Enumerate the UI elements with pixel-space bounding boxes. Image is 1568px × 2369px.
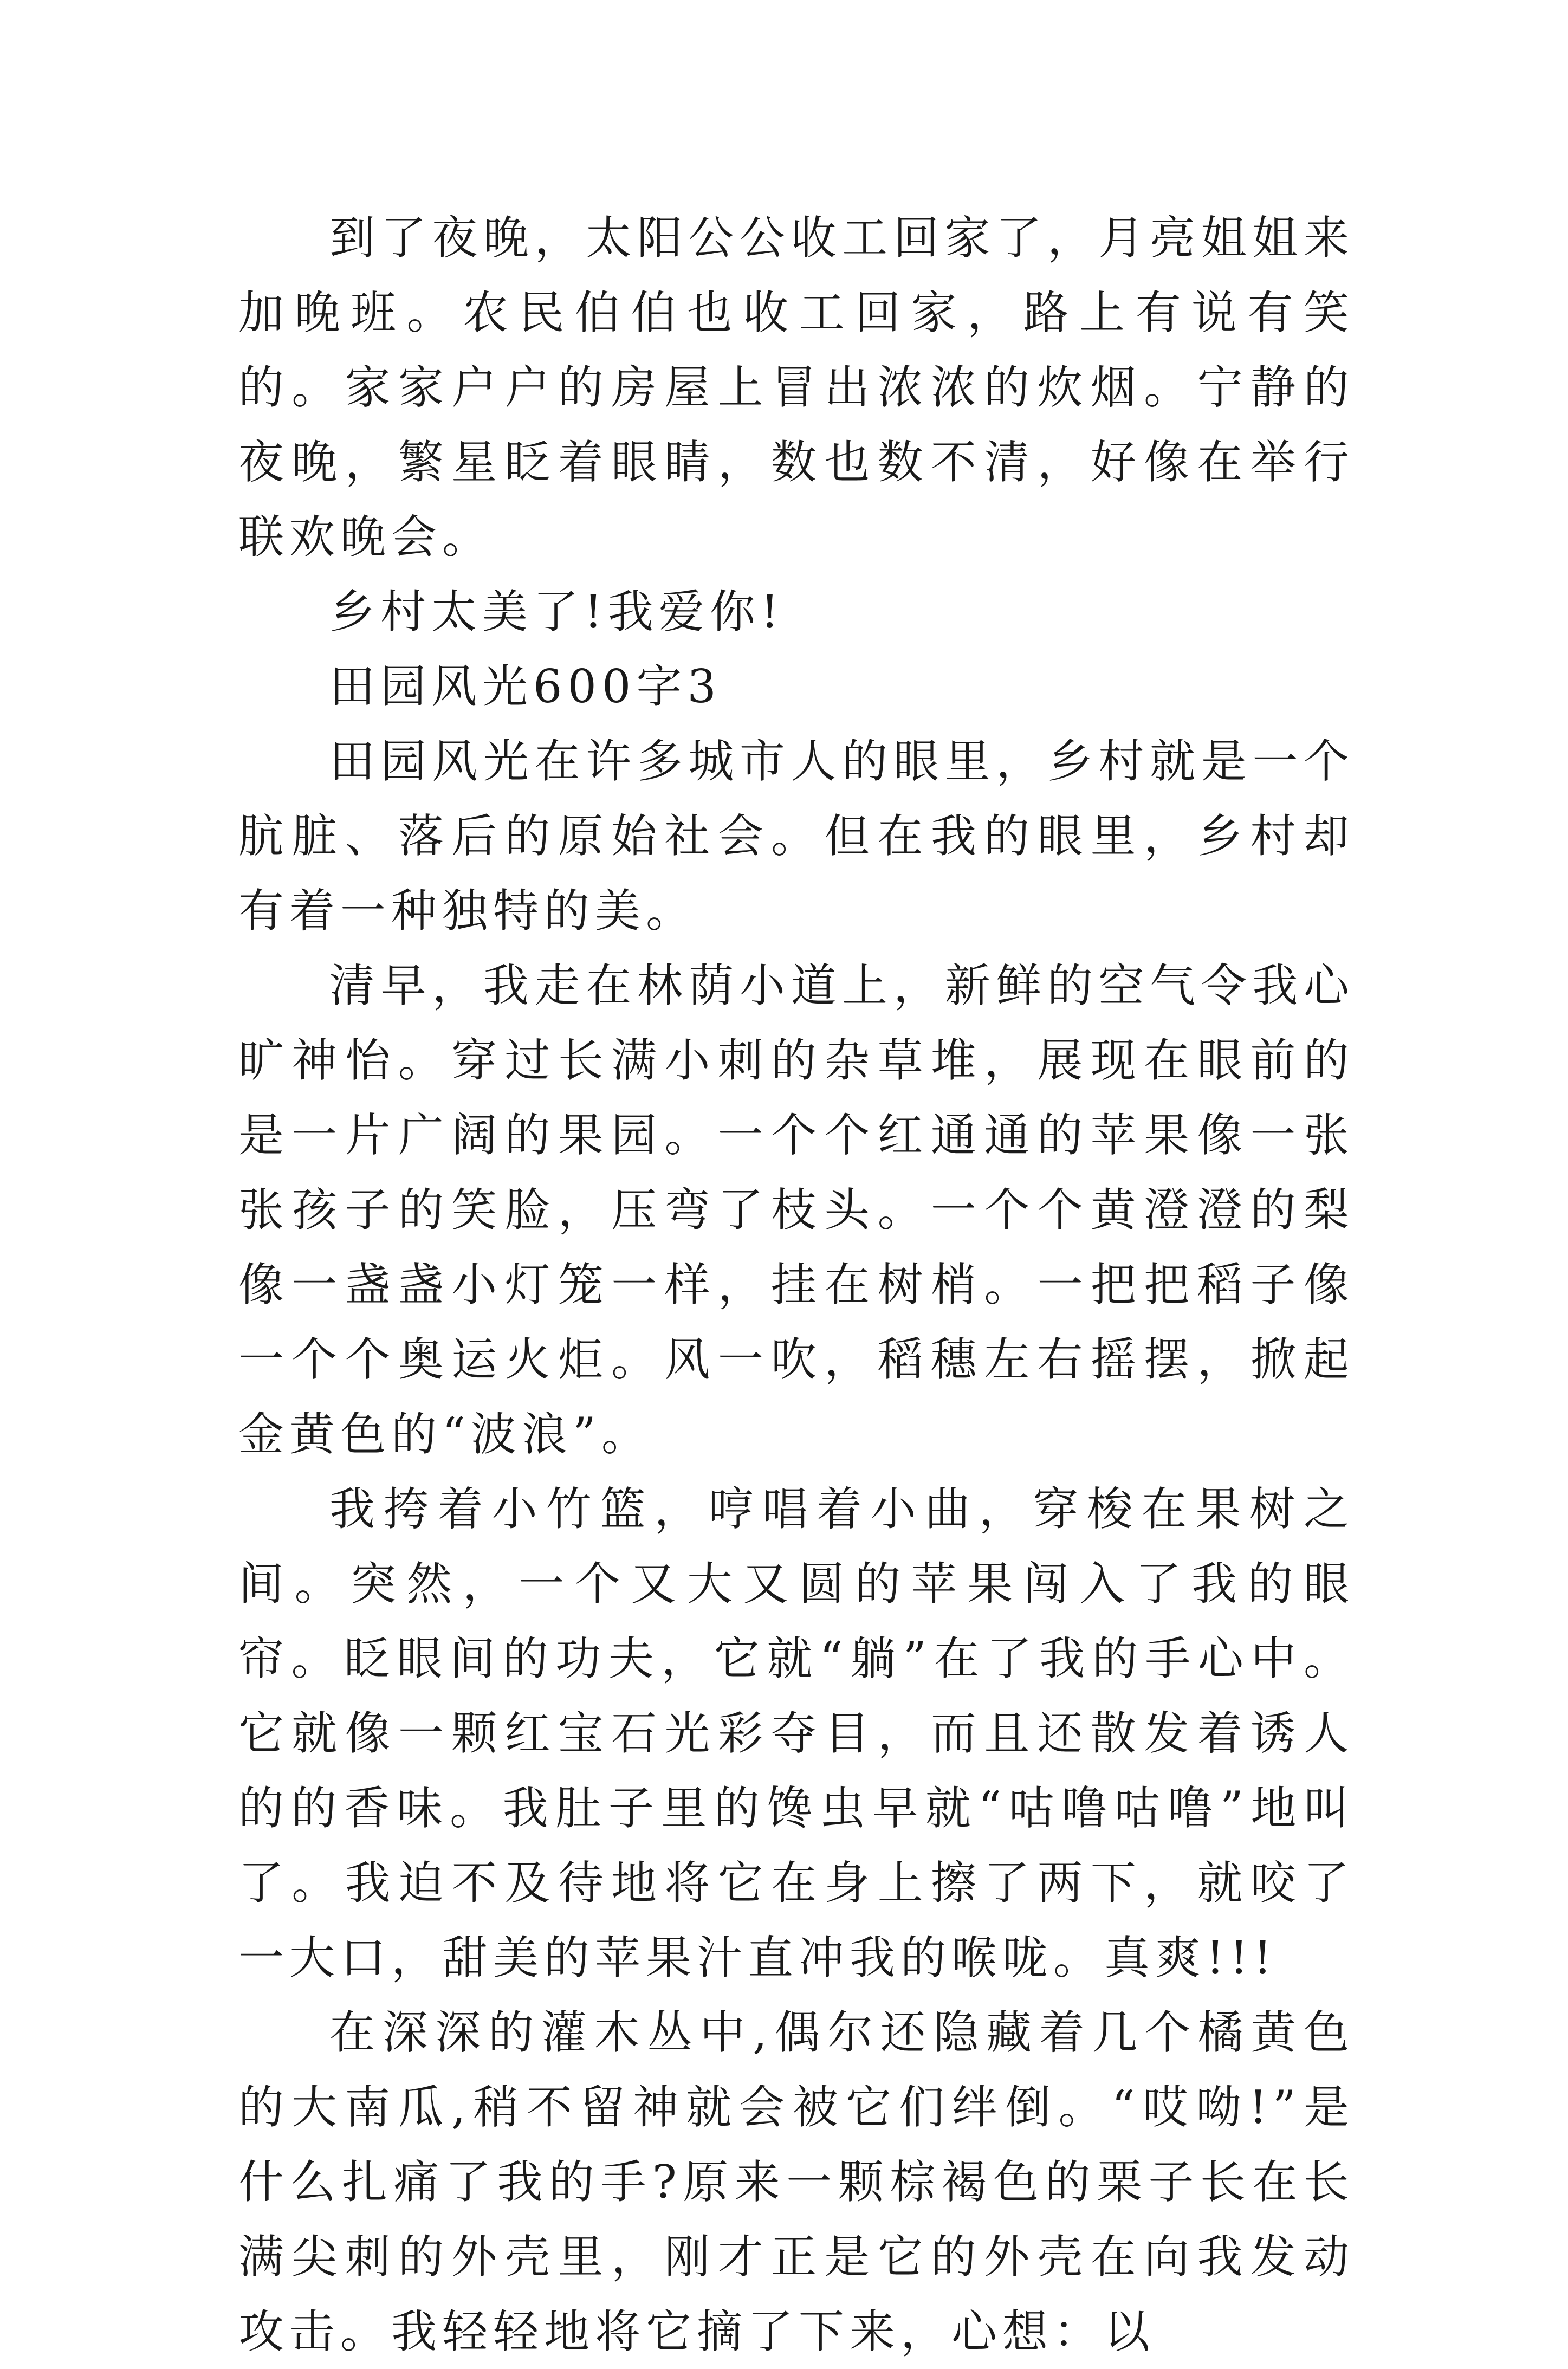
- paragraph-night: 到了夜晚，太阳公公收工回家了，月亮姐姐来加晚班。农民伯伯也收工回家，路上有说有笑的。家家户户的房屋上冒出浓浓的炊烟。宁静的夜晚，繁星眨着眼睛，数也数不清，好像在举行联欢晚会。: [238, 211, 1355, 564]
- paragraph-apple: 我挎着小竹篮，哼唱着小曲，穿梭在果树之间。突然，一个又大又圆的苹果闯入了我的眼帘。眨眼间的功夫，它就“躺”在了我的手心中。它就像一颗红宝石光彩夺目，而且还散发着诱人的的香味。我肚子里的馋虫早就“咕噜咕噜”地叫了。我迫不及待地将它在身上擦了两下，就咬了一大口，甜美的苹果汁直冲我的喉咙。真爽!!!: [238, 1483, 1355, 1984]
- document-body: [238, 200, 1355, 2369]
- paragraph-intro: 田园风光在许多城市人的眼里，乡村就是一个肮脏、落后的原始社会。但在我的眼里，乡村却有着一种独特的美。: [238, 735, 1355, 937]
- paragraph-morning: 清早，我走在林荫小道上，新鲜的空气令我心旷神怡。穿过长满小刺的杂草堆，展现在眼前的是一片广阔的果园。一个个红通通的苹果像一张张孩子的笑脸，压弯了枝头。一个个黄澄澄的梨像一盏盏小灯笼一样，挂在树梢。一把把稻子像一个个奥运火炬。风一吹，稻穗左右摇摆，掀起金黄色的“波浪”。: [238, 959, 1355, 1461]
- section-heading: 田园风光600字3: [329, 660, 722, 713]
- paragraph-bushes: 在深深的灌木丛中,偶尔还隐藏着几个橘黄色的大南瓜,稍不留神就会被它们绊倒。“哎呦!”是什么扎痛了我的手?原来一颗棕褐色的栗子长在长满尖刺的外壳里，刚才正是它的外壳在向我发动攻击。我轻轻地将它摘了下来，心想：以: [238, 2006, 1355, 2358]
- paragraph-exclamation: 乡村太美了!我爱你!: [329, 585, 785, 638]
